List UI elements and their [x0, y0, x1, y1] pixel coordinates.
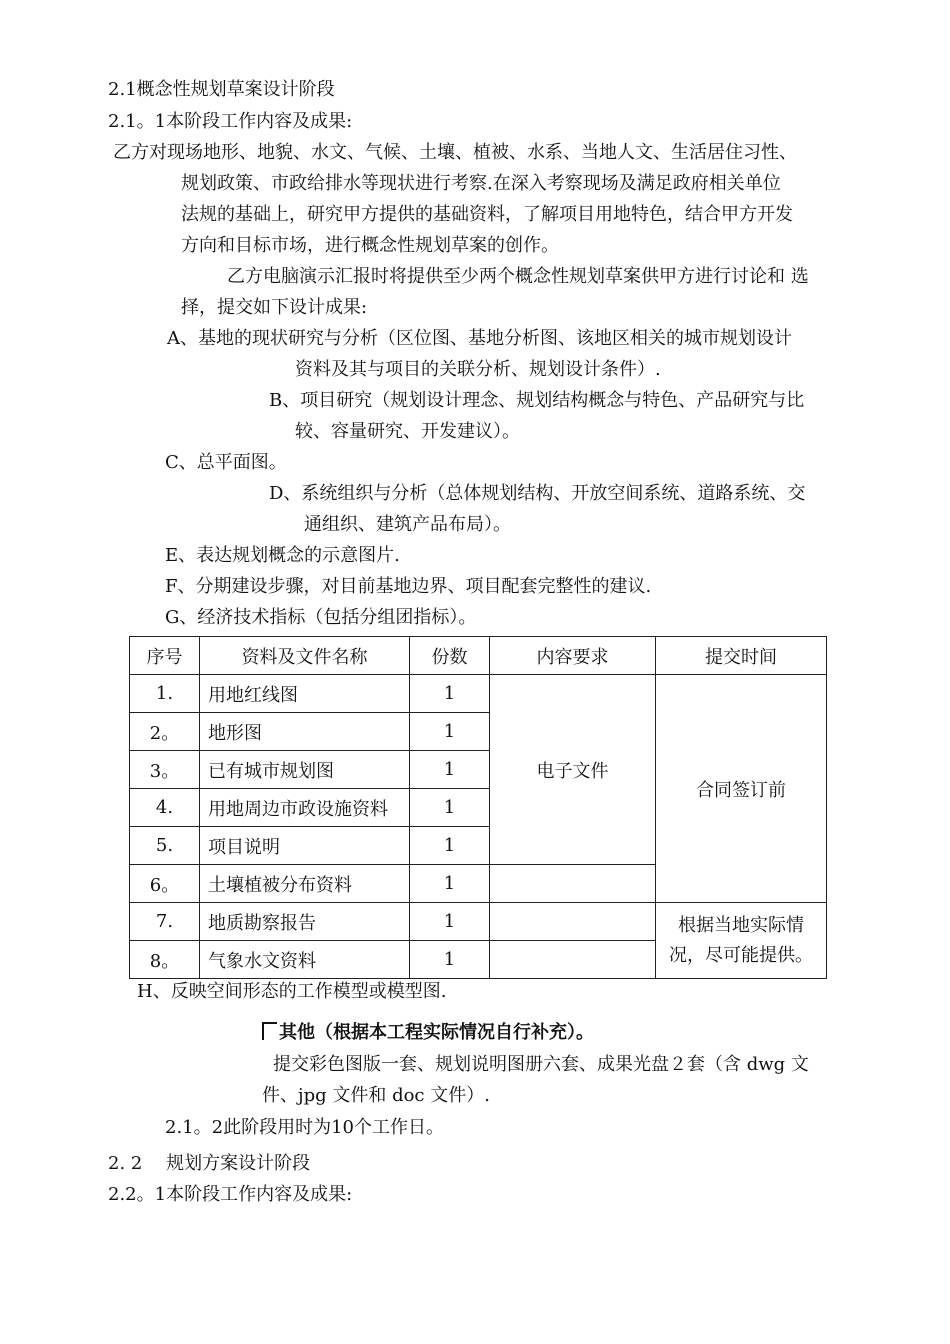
paragraph-line: 提交彩色图版一套、规划说明图册六套、成果光盘２套（含 dwg 文 — [273, 1054, 809, 1075]
header-cell: 提交时间 — [656, 637, 827, 675]
row-count: 1 — [410, 751, 490, 789]
list-item-g: G、经济技术指标（包括分组团指标）。 — [165, 607, 477, 628]
empty-cell — [490, 941, 656, 979]
table-row — [130, 675, 827, 713]
row-number: 5. — [130, 827, 200, 865]
row-count: 1 — [410, 789, 490, 827]
paragraph-line: 乙方电脑演示汇报时将提供至少两个概念性规划草案供甲方进行讨论和 选 — [227, 266, 809, 287]
paragraph-line: 规划政策、市政给排水等现状进行考察.在深入考察现场及满足政府相关单位 — [181, 173, 781, 194]
paragraph-line: 方向和目标市场，进行概念性规划草案的创作。 — [181, 235, 559, 256]
row-name: 地质勘察报告 — [200, 903, 410, 941]
content-requirement-cell: 电子文件 — [490, 675, 656, 865]
row-name: 气象水文资料 — [200, 941, 410, 979]
row-number: 7. — [130, 903, 200, 941]
materials-table — [129, 636, 827, 979]
row-number: 8。 — [130, 941, 200, 979]
empty-cell — [490, 865, 656, 903]
row-name: 地形图 — [200, 713, 410, 751]
empty-cell — [490, 903, 656, 941]
list-item-c: C、总平面图。 — [165, 452, 287, 473]
paragraph-line: 择，提交如下设计成果: — [181, 297, 368, 318]
row-count: 1 — [410, 827, 490, 865]
list-item-b-cont: 较、容量研究、开发建议）。 — [295, 421, 520, 442]
list-item-b: B、项目研究（规划设计理念、规划结构概念与特色、产品研究与比 — [269, 390, 805, 411]
section-heading: 2.1概念性规划草案设计阶段 — [108, 79, 335, 100]
other-heading-text: 其他（根据本工程实际情况自行补充）。 — [279, 1022, 594, 1043]
row-number: 3。 — [130, 751, 200, 789]
row-name: 用地周边市政设施资料 — [200, 789, 410, 827]
row-count: 1 — [410, 903, 490, 941]
table-header-row — [130, 637, 827, 675]
header-cell: 序号 — [130, 637, 200, 675]
list-item-d: D、系统组织与分析（总体规划结构、开放空间系统、道路系统、交 — [269, 483, 806, 504]
section-heading: 2. 2 规划方案设计阶段 — [108, 1153, 311, 1174]
paragraph-line: 件、jpg 文件和 doc 文件）. — [262, 1085, 490, 1106]
row-name: 用地红线图 — [200, 675, 410, 713]
row-number: 1. — [130, 675, 200, 713]
row-name: 项目说明 — [200, 827, 410, 865]
row-count: 1 — [410, 675, 490, 713]
paragraph-line: 法规的基础上，研究甲方提供的基础资料，了解项目用地特色，结合甲方开发 — [181, 204, 793, 225]
row-count: 1 — [410, 713, 490, 751]
header-cell: 资料及文件名称 — [200, 637, 410, 675]
list-item-d-cont: 通组织、建筑产品布局）。 — [304, 514, 511, 535]
cell-line: 根据当地实际情 — [678, 914, 804, 936]
sub-heading: 2.2。1本阶段工作内容及成果: — [108, 1184, 353, 1205]
list-item-h: H、反映空间形态的工作模型或模型图. — [137, 981, 447, 1002]
list-item-a-cont: 资料及其与项目的关联分析、规划设计条件）. — [295, 359, 661, 380]
table-row — [130, 903, 827, 941]
submission-time-cell: 合同签订前 — [656, 675, 827, 903]
row-number: 2。 — [130, 713, 200, 751]
list-item-a: A、基地的现状研究与分析（区位图、基地分析图、该地区相关的城市规划设计 — [167, 328, 792, 349]
duration-line: 2.1。2此阶段用时为10个工作日。 — [165, 1117, 444, 1138]
row-name: 已有城市规划图 — [200, 751, 410, 789]
corner-mark-icon — [262, 1022, 277, 1040]
row-number: 4. — [130, 789, 200, 827]
header-cell: 内容要求 — [490, 637, 656, 675]
paragraph-line: 乙方对现场地形、地貌、水文、气候、土壤、植被、水系、当地人文、生活居住习性、 — [113, 142, 797, 163]
cell-line: 况，尽可能提供。 — [669, 944, 813, 966]
list-item-f: F、分期建设步骤，对目前基地边界、项目配套完整性的建议. — [165, 576, 652, 597]
other-heading — [262, 1021, 594, 1045]
submission-time-cell — [656, 903, 827, 979]
row-number: 6。 — [130, 865, 200, 903]
row-count: 1 — [410, 941, 490, 979]
row-name: 土壤植被分布资料 — [200, 865, 410, 903]
list-item-e: E、表达规划概念的示意图片. — [165, 545, 400, 566]
sub-heading: 2.1。1本阶段工作内容及成果: — [108, 111, 353, 132]
row-count: 1 — [410, 865, 490, 903]
header-cell: 份数 — [410, 637, 490, 675]
